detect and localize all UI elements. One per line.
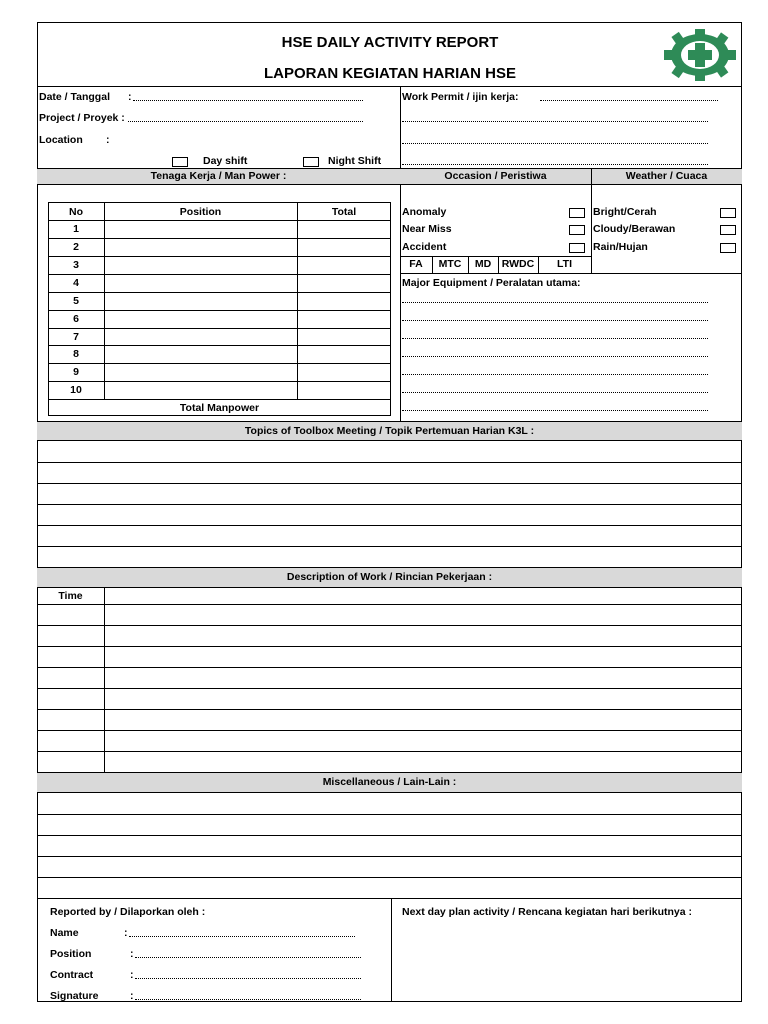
bright-label: Bright/Cerah bbox=[593, 206, 657, 218]
cloudy-checkbox[interactable] bbox=[720, 225, 736, 235]
form-title: HSE DAILY ACTIVITY REPORT bbox=[281, 34, 499, 51]
contract-colon: : bbox=[130, 969, 134, 981]
location-colon: : bbox=[106, 134, 110, 146]
day-shift-label: Day shift bbox=[203, 155, 248, 167]
position-label: Position bbox=[50, 948, 92, 960]
day-shift-checkbox[interactable] bbox=[172, 157, 188, 167]
equipment-line[interactable] bbox=[402, 392, 708, 393]
project-field[interactable] bbox=[128, 121, 363, 122]
row-number: 1 bbox=[73, 223, 79, 235]
row-number: 9 bbox=[73, 366, 79, 378]
work-permit-line-3[interactable] bbox=[402, 143, 708, 144]
manpower-header: Tenaga Kerja / Man Power : bbox=[150, 170, 287, 182]
location-label: Location bbox=[39, 134, 83, 146]
code-md[interactable]: MD bbox=[474, 258, 492, 270]
col-position-header: Position bbox=[179, 206, 222, 218]
anomaly-checkbox[interactable] bbox=[569, 208, 585, 218]
position-field[interactable] bbox=[135, 957, 361, 958]
work-permit-field[interactable] bbox=[540, 100, 718, 101]
reported-by-label: Reported by / Dilaporkan oleh : bbox=[50, 906, 206, 918]
row-number: 2 bbox=[73, 241, 79, 253]
accident-checkbox[interactable] bbox=[569, 243, 585, 253]
description-header: Description of Work / Rincian Pekerjaan : bbox=[286, 571, 493, 583]
signature-colon: : bbox=[130, 990, 134, 1002]
date-label: Date / Tanggal bbox=[39, 91, 110, 103]
equipment-line[interactable] bbox=[402, 356, 708, 357]
name-colon: : bbox=[124, 927, 128, 939]
equipment-line[interactable] bbox=[402, 320, 708, 321]
signature-label: Signature bbox=[50, 990, 99, 1002]
next-day-plan-label: Next day plan activity / Rencana kegiatan hari berikutnya : bbox=[402, 906, 693, 918]
work-permit-line-2[interactable] bbox=[402, 121, 708, 122]
occasion-header: Occasion / Peristiwa bbox=[444, 170, 547, 182]
cloudy-label: Cloudy/Berawan bbox=[593, 223, 676, 235]
row-number: 3 bbox=[73, 259, 79, 271]
row-number: 7 bbox=[73, 331, 79, 343]
row-number: 5 bbox=[73, 295, 79, 307]
rain-label: Rain/Hujan bbox=[593, 241, 648, 253]
code-fa[interactable]: FA bbox=[409, 258, 423, 270]
bright-checkbox[interactable] bbox=[720, 208, 736, 218]
date-field[interactable] bbox=[133, 100, 363, 101]
code-rwdc[interactable]: RWDC bbox=[501, 258, 535, 270]
k3-safety-cross-gear-icon bbox=[662, 28, 738, 82]
equipment-line[interactable] bbox=[402, 302, 708, 303]
equipment-label: Major Equipment / Peralatan utama: bbox=[402, 277, 581, 289]
name-field[interactable] bbox=[129, 936, 355, 937]
code-mtc[interactable]: MTC bbox=[438, 258, 462, 270]
equipment-line[interactable] bbox=[402, 338, 708, 339]
work-permit-line-4[interactable] bbox=[402, 164, 708, 165]
misc-header: Miscellaneous / Lain-Lain : bbox=[322, 776, 457, 788]
row-number: 6 bbox=[73, 313, 79, 325]
night-shift-label: Night Shift bbox=[328, 155, 382, 167]
project-label: Project / Proyek : bbox=[39, 112, 125, 124]
near-miss-checkbox[interactable] bbox=[569, 225, 585, 235]
contract-field[interactable] bbox=[135, 978, 361, 979]
form-subtitle: LAPORAN KEGIATAN HARIAN HSE bbox=[264, 65, 516, 82]
toolbox-header: Topics of Toolbox Meeting / Topik Pertemuan Harian K3L : bbox=[244, 425, 535, 437]
weather-header: Weather / Cuaca bbox=[625, 170, 708, 182]
row-number: 10 bbox=[70, 384, 82, 396]
rain-checkbox[interactable] bbox=[720, 243, 736, 253]
col-total-header: Total bbox=[331, 206, 357, 218]
accident-label: Accident bbox=[402, 241, 447, 253]
time-header: Time bbox=[58, 590, 83, 602]
near-miss-label: Near Miss bbox=[402, 223, 452, 235]
anomaly-label: Anomaly bbox=[402, 206, 447, 218]
date-colon: : bbox=[128, 91, 132, 103]
position-colon: : bbox=[130, 948, 134, 960]
night-shift-checkbox[interactable] bbox=[303, 157, 319, 167]
row-number: 8 bbox=[73, 348, 79, 360]
name-label: Name bbox=[50, 927, 79, 939]
work-permit-label: Work Permit / ijin kerja: bbox=[402, 91, 519, 103]
equipment-line[interactable] bbox=[402, 374, 708, 375]
total-manpower-label: Total Manpower bbox=[179, 402, 260, 414]
code-lti[interactable]: LTI bbox=[557, 258, 572, 270]
signature-field[interactable] bbox=[135, 999, 361, 1000]
row-number: 4 bbox=[73, 277, 79, 289]
contract-label: Contract bbox=[50, 969, 94, 981]
col-no-header: No bbox=[69, 206, 83, 218]
equipment-line[interactable] bbox=[402, 410, 708, 411]
